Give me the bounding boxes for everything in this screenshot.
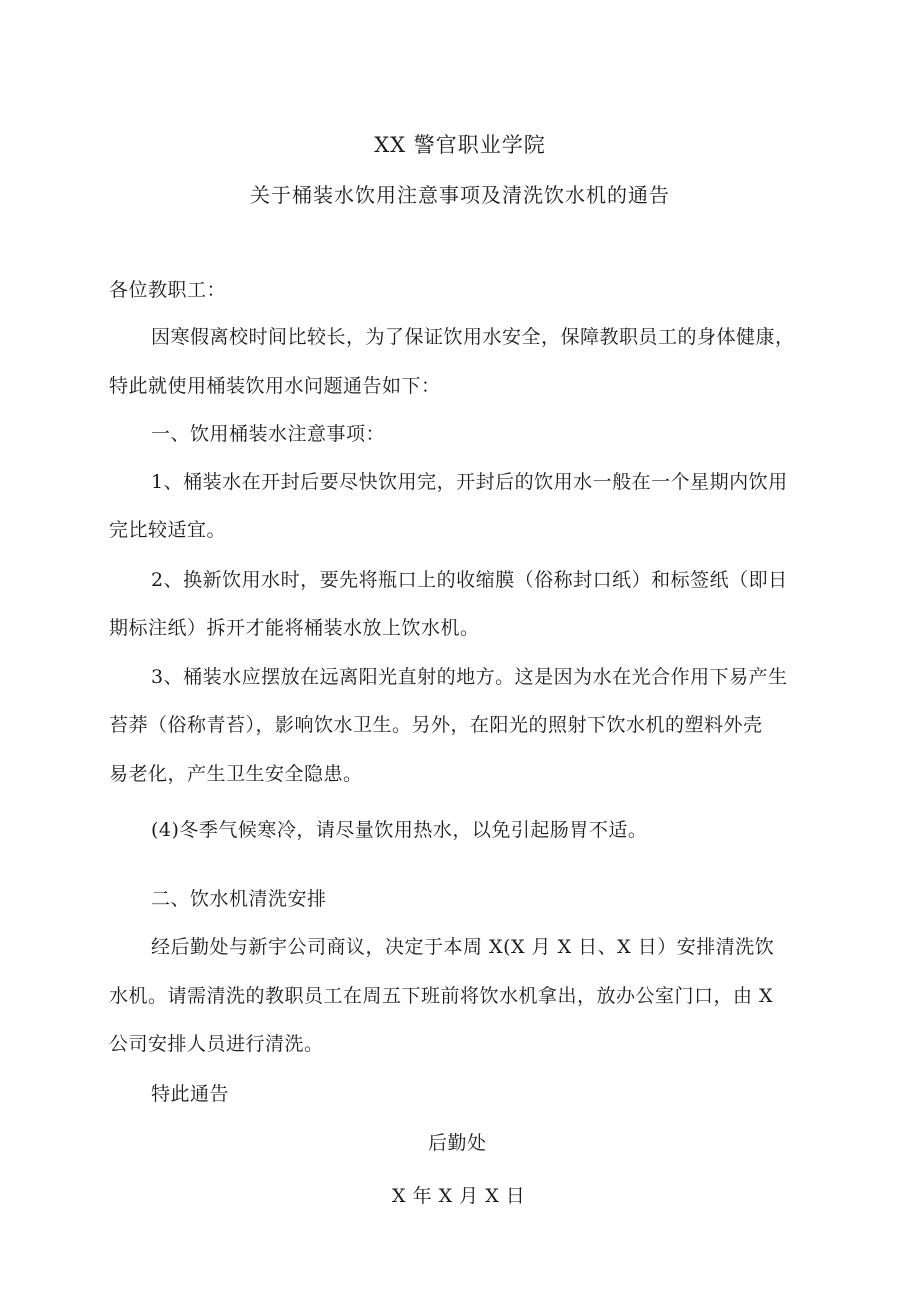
signature-department: 后勤处 — [428, 1132, 487, 1154]
item1-line-2: 完比较适宜。 — [109, 519, 227, 541]
item3-line-3: 易老化，产生卫生安全隐患。 — [109, 763, 363, 785]
salutation: 各位教职工： — [109, 279, 227, 301]
item3-line-2: 苔莽（俗称青苔），影响饮水卫生。另外，在阳光的照射下饮水机的塑料外壳 — [109, 714, 763, 736]
section2-line-1: 经后勤处与新宇公司商议，决定于本周 X(X 月 X 日、X 日）安排清洗饮 — [151, 936, 775, 958]
closing-text: 特此通告 — [151, 1083, 230, 1105]
section2-line-2: 水机。请需清洗的教职员工在周五下班前将饮水机拿出，放办公室门口，由 X — [109, 985, 774, 1007]
document-title: XX 警官职业学院 — [374, 133, 546, 157]
document-subtitle: 关于桶装水饮用注意事项及清洗饮水机的通告 — [250, 183, 670, 207]
item4-line-1: (4)冬季气候寒冷，请尽量饮用热水，以免引起肠胃不适。 — [151, 819, 648, 841]
signature-date: X 年 X 月 X 日 — [392, 1185, 526, 1207]
item2-line-1: 2、换新饮用水时，要先将瓶口上的收缩膜（俗称封口纸）和标签纸（即日 — [151, 569, 788, 591]
item1-line-1: 1、桶装水在开封后要尽快饮用完，开封后的饮用水一般在一个星期内饮用 — [151, 471, 788, 493]
section1-heading: 一、饮用桶装水注意事项： — [151, 423, 386, 445]
intro-line-1: 因寒假离校时间比较长，为了保证饮用水安全，保障教职员工的身体健康， — [151, 326, 795, 348]
intro-line-2: 特此就使用桶装饮用水问题通告如下： — [109, 375, 441, 397]
item3-line-1: 3、桶装水应摆放在远离阳光直射的地方。这是因为水在光合作用下易产生 — [151, 666, 788, 688]
section2-line-3: 公司安排人员进行清洗。 — [109, 1033, 324, 1055]
section2-heading: 二、饮水机清洗安排 — [151, 888, 327, 910]
item2-line-2: 期标注纸）拆开才能将桶装水放上饮水机。 — [109, 617, 480, 639]
